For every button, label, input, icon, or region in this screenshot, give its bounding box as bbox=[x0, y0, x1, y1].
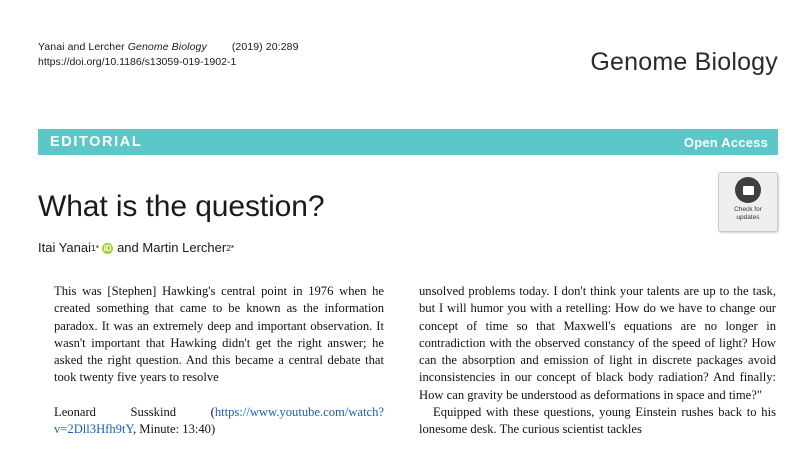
crossmark-label-line1: Check for bbox=[734, 206, 762, 213]
citation-journal: Genome Biology bbox=[127, 41, 207, 53]
journal-logo: Genome Biology bbox=[590, 48, 778, 76]
author-affiliation-marker-second: 2* bbox=[226, 242, 235, 253]
author-name-first: Itai Yanai bbox=[38, 240, 92, 255]
crossmark-icon bbox=[735, 177, 761, 203]
author-name-second: Martin Lercher bbox=[142, 240, 227, 255]
article-type-label: EDITORIAL bbox=[50, 134, 143, 150]
citation-authors: Yanai and Lercher bbox=[38, 41, 125, 53]
quote-paragraph: This was [Stephen] Hawking's central point in 1976 when he created something that came to be known as the information paradox. It was an extremely deep and important observation. It wasn't important that Hawking didn't get the right answer; he asked the right question. And this became a central debate that took twenty five years to resolve bbox=[54, 284, 384, 385]
paragraph-spacer bbox=[54, 387, 384, 404]
masthead bbox=[38, 40, 558, 69]
orcid-icon[interactable]: iD bbox=[103, 244, 112, 253]
open-access-label: Open Access bbox=[683, 134, 768, 150]
article-type-banner bbox=[38, 129, 778, 155]
citation-line bbox=[38, 40, 558, 54]
attribution-suffix: , Minute: 13:40) bbox=[132, 422, 216, 437]
attribution-prefix: Leonard Susskind ( bbox=[54, 404, 215, 419]
body-column-left bbox=[54, 283, 384, 438]
crossmark-label bbox=[734, 206, 762, 222]
attribution-link[interactable]: https://www.youtube.com/watch?v=2Dll3Hfh9tY bbox=[54, 404, 384, 437]
page-title: What is the question? bbox=[38, 190, 325, 224]
body-column-right bbox=[419, 283, 776, 439]
citation-year-volume: (2019) 20:289 bbox=[231, 41, 299, 53]
author-list bbox=[38, 240, 234, 255]
quote-attribution bbox=[54, 404, 384, 439]
einstein-paragraph: Equipped with these questions, young Einstein rushes back to his lonesome desk. The curious scientist tackles bbox=[419, 405, 776, 437]
crossmark-label-line2: updates bbox=[736, 214, 760, 221]
author-connector: and bbox=[117, 240, 139, 255]
crossmark-badge[interactable] bbox=[718, 172, 778, 232]
author-affiliation-marker-first: 1* bbox=[91, 242, 100, 253]
crossmark-icon-bar bbox=[743, 186, 754, 195]
doi-line[interactable]: https://doi.org/10.1186/s13059-019-1902-1 bbox=[38, 56, 237, 68]
continued-paragraph: unsolved problems today. I don't think your talents are up to the task, but I will humor you with a retelling: How do we have to change our concept of time so that Maxwell's equations are no longer in contradiction with the observed constancy of the speed of light? How can the absorption and emission of light in discrete packages avoid inconsistencies in our concept of black body radiation? And finally: How can gravity be understood as deformations in space and time?" bbox=[419, 284, 776, 402]
